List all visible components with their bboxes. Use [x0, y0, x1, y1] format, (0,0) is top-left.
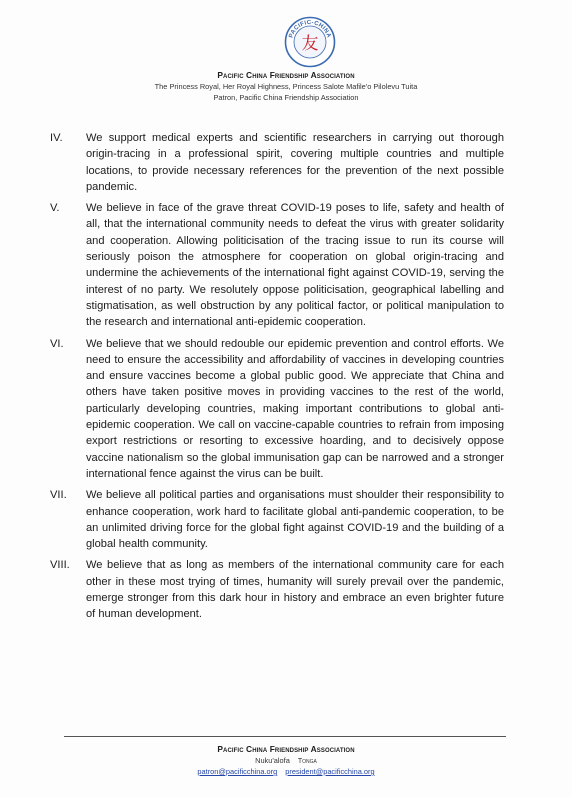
item-numeral: IV.	[50, 132, 63, 144]
list-item	[44, 200, 504, 330]
list-item	[44, 336, 504, 483]
item-numeral: VII.	[50, 489, 67, 502]
header-patron-line: The Princess Royal, Her Royal Highness, Princess Salote Mafile'o Pilolevu Tuita	[154, 82, 418, 91]
item-numeral: V.	[50, 202, 60, 215]
footer-org-name: Pacific China Friendship Association	[217, 744, 355, 754]
list-item	[44, 130, 504, 195]
item-text: We believe that we should redouble our epidemic prevention and control efforts. We need to ensure the accessibility and affordability of vaccines in developing countries and ensure vaccines become a global public good. We appreciate that China and others have taken positive moves in providing vaccines to the rest of the world, particularly developing countries, making important contributions to global anti-epidemic cooperation. We call on vaccine-capable countries to refrain from imposing export restrictions or resorting to excessive hoarding, and to decisively oppose vaccine nationalism so the global immunisation gap can be narrowed and a stronger international fence against the virus can be built.	[86, 337, 504, 480]
item-text: We believe that as long as members of the international community care for each other in these most trying of times, humanity will surely prevail over the pandemic, emerge stronger from this dark hour in history and embrace an even brighter future of human development.	[86, 559, 504, 621]
list-item	[44, 487, 504, 552]
footer-emails	[0, 767, 572, 776]
header-patron-title: Patron, Pacific China Friendship Association	[213, 93, 359, 102]
item-text: We believe all political parties and organisations must shoulder their responsibility to enhance cooperation, work hard to facilitate global anti-pandemic cooperation, to be an unlimited driving force for the global fight against COVID-19 and the building of a global health community.	[86, 489, 504, 551]
logo-glyph: 友	[301, 34, 319, 54]
association-logo	[284, 16, 336, 68]
president-email-link[interactable]: president@pacificchina.org	[285, 767, 375, 776]
item-numeral: VIII.	[50, 559, 70, 572]
footer-divider	[64, 736, 506, 737]
statement-list	[44, 130, 504, 628]
logo-ring-text: PACIFIC-CHINA	[288, 19, 332, 39]
footer-location	[0, 756, 572, 765]
footer-country: Tonga	[297, 758, 317, 765]
list-item	[44, 557, 504, 622]
footer-city: Nuku'alofa	[255, 756, 290, 765]
header-org-name: Pacific China Friendship Association	[217, 70, 355, 80]
item-text: We believe in face of the grave threat COVID-19 poses to life, safety and health of all, that the international community needs to defeat the virus with greater solidarity and cooperation. Allowing politicisation of the tracing issue to run its course will seriously poison the atmosphere for cooperation on global origin-tracing and undermine the achievements of the international fight against COVID-19, serving the interest of no party. We resolutely oppose politicisation, geographical labelling and stigmatisation, as well obstruction by any political factor, or political manipulation to the research and international anti-epidemic cooperation.	[86, 202, 504, 329]
item-numeral: VI.	[50, 337, 64, 350]
item-text: We support medical experts and scientific researchers in carrying out thorough origin-tracing in a professional spirit, covering multiple countries and multiple locations, to provide necessary references for the prevention of the next possible pandemic.	[86, 132, 504, 193]
patron-email-link[interactable]: patron@pacificchina.org	[197, 767, 278, 776]
